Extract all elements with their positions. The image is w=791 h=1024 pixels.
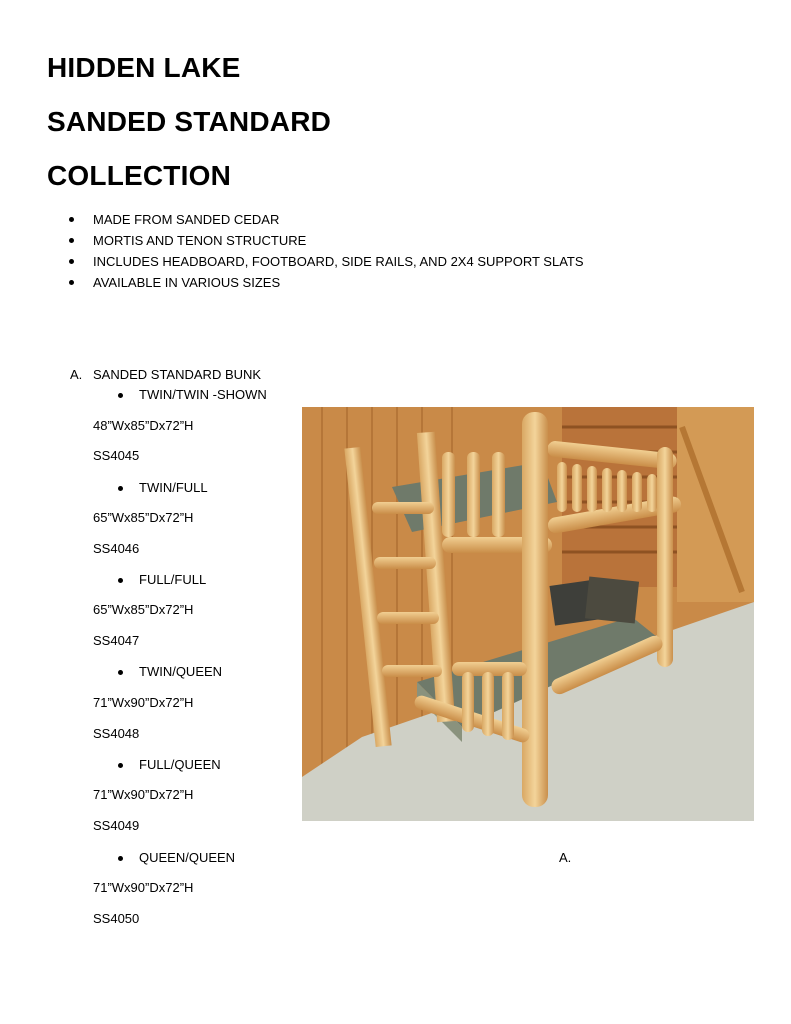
- collection-title-line-2: SANDED STANDARD: [47, 106, 332, 137]
- dimensions: 71”Wx90”Dx72”H: [93, 695, 194, 710]
- sku: SS4049: [93, 818, 140, 833]
- photo-caption: A.: [559, 850, 572, 865]
- dimensions: 65”Wx85”Dx72”H: [93, 510, 194, 525]
- sku: SS4045: [93, 448, 140, 463]
- size-option: TWIN/QUEEN: [139, 664, 223, 679]
- feature-item: MADE FROM SANDED CEDAR: [66, 209, 584, 230]
- sku: SS4050: [93, 911, 140, 926]
- feature-item: MORTIS AND TENON STRUCTURE: [66, 230, 584, 251]
- feature-item: AVAILABLE IN VARIOUS SIZES: [66, 272, 584, 293]
- sku: SS4048: [93, 726, 140, 741]
- size-option: TWIN/FULL: [139, 480, 208, 495]
- bunk-bed-photo: [302, 407, 754, 821]
- sku: SS4046: [93, 541, 140, 556]
- size-option: FULL/FULL: [139, 572, 207, 587]
- dimensions: 71”Wx90”Dx72”H: [93, 880, 194, 895]
- section-letter: A.: [70, 367, 83, 382]
- sku: SS4047: [93, 633, 140, 648]
- collection-title-line-3: COLLECTION: [47, 160, 231, 191]
- dimensions: 71”Wx90”Dx72”H: [93, 787, 194, 802]
- dimensions: 65”Wx85”Dx72”H: [93, 602, 194, 617]
- size-option: FULL/QUEEN: [139, 757, 221, 772]
- feature-list: [66, 209, 584, 293]
- section-title: SANDED STANDARD BUNK: [93, 367, 262, 382]
- dimensions: 48”Wx85”Dx72”H: [93, 418, 194, 433]
- size-option: QUEEN/QUEEN: [139, 850, 236, 865]
- feature-item: INCLUDES HEADBOARD, FOOTBOARD, SIDE RAILS, AND 2X4 SUPPORT SLATS: [66, 251, 584, 272]
- size-option: TWIN/TWIN -SHOWN: [139, 387, 267, 402]
- collection-title-line-1: HIDDEN LAKE: [47, 52, 241, 83]
